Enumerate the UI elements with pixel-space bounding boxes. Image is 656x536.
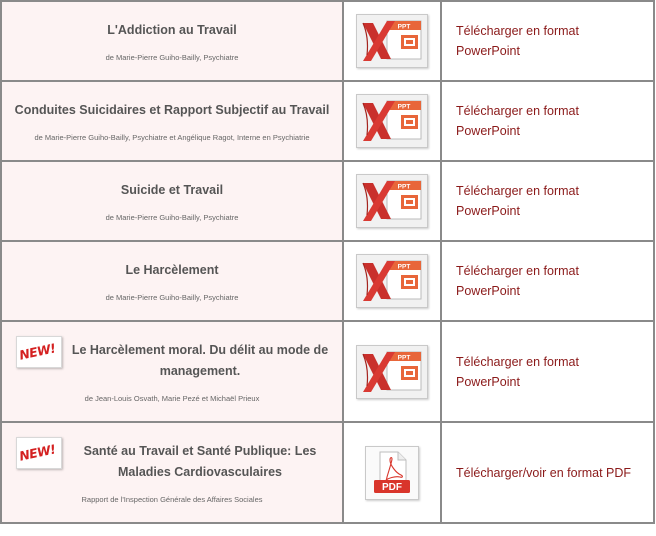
documents-table-body (2, 2, 655, 524)
document-title: Le Harcèlement (125, 262, 219, 277)
document-title: Suicide et Travail (120, 182, 224, 197)
table-row (2, 322, 655, 423)
download-link-cell (442, 322, 655, 423)
download-link[interactable]: Télécharger en format PowerPoint (456, 104, 579, 138)
new-badge-icon (16, 437, 62, 469)
download-link-cell (442, 2, 655, 82)
document-info (2, 260, 342, 303)
powerpoint-icon[interactable] (356, 14, 428, 68)
document-author: de Marie-Pierre Guiho-Bailly, Psychiatre (105, 52, 239, 62)
pdf-icon[interactable] (365, 446, 419, 500)
powerpoint-icon[interactable] (356, 345, 428, 399)
document-title-cell (2, 2, 344, 82)
table-row (2, 423, 655, 524)
svg-text:PPT: PPT (397, 103, 411, 111)
document-format-cell (344, 423, 442, 524)
download-link[interactable]: Télécharger en format PowerPoint (456, 24, 579, 58)
document-title: Santé au Travail et Santé Publique: Les Maladies Cardiovasculaires (83, 443, 317, 479)
download-link-cell (442, 423, 655, 524)
table-row (2, 2, 655, 82)
powerpoint-icon[interactable] (356, 254, 428, 308)
document-format-cell (344, 82, 442, 162)
document-author: Rapport de l'Inspection Générale des Affaires Sociales (81, 494, 263, 504)
table-row (2, 162, 655, 242)
document-title: Le Harcèlement moral. Du délit au mode de management. (71, 342, 329, 378)
powerpoint-icon[interactable] (356, 174, 428, 228)
download-link[interactable]: Télécharger/voir en format PDF (456, 465, 632, 480)
new-badge-label: NEW! (17, 340, 57, 363)
document-title-cell (2, 82, 344, 162)
document-title-cell (2, 162, 344, 242)
document-author: de Marie-Pierre Guiho-Bailly, Psychiatre (105, 212, 239, 222)
new-badge-label: NEW! (17, 441, 57, 464)
svg-text:PPT: PPT (397, 354, 411, 361)
svg-text:PPT: PPT (397, 263, 411, 271)
document-title: L'Addiction au Travail (107, 22, 237, 37)
document-author: de Marie-Pierre Guiho-Bailly, Psychiatre (105, 292, 239, 302)
download-link-cell (442, 82, 655, 162)
download-link[interactable]: Télécharger en format PowerPoint (456, 264, 579, 298)
document-format-cell (344, 162, 442, 242)
document-format-cell (344, 2, 442, 82)
document-info (2, 20, 342, 63)
document-title-cell (2, 242, 344, 322)
svg-text:PPT: PPT (397, 23, 411, 31)
document-title-cell (2, 322, 344, 423)
table-row (2, 82, 655, 162)
svg-text:PPT: PPT (397, 183, 411, 191)
document-format-cell (344, 242, 442, 322)
download-link-cell (442, 242, 655, 322)
document-title: Conduites Suicidaires et Rapport Subjectif au Travail (14, 102, 330, 117)
new-badge-icon (16, 336, 62, 368)
document-format-cell (344, 322, 442, 423)
document-info (2, 100, 342, 143)
download-link-cell (442, 162, 655, 242)
document-info (2, 180, 342, 223)
table-row (2, 242, 655, 322)
document-title-cell (2, 423, 344, 524)
document-author: de Jean-Louis Osvath, Marie Pezé et Michaël Prieux (84, 393, 260, 403)
download-link[interactable]: Télécharger en format PowerPoint (456, 184, 579, 218)
powerpoint-icon[interactable] (356, 94, 428, 148)
document-author: de Marie-Pierre Guiho-Bailly, Psychiatre et Angélique Ragot, Interne en Psychiatrie (34, 132, 310, 142)
download-link[interactable]: Télécharger en format PowerPoint (456, 354, 579, 389)
svg-text:PDF: PDF (382, 481, 402, 493)
